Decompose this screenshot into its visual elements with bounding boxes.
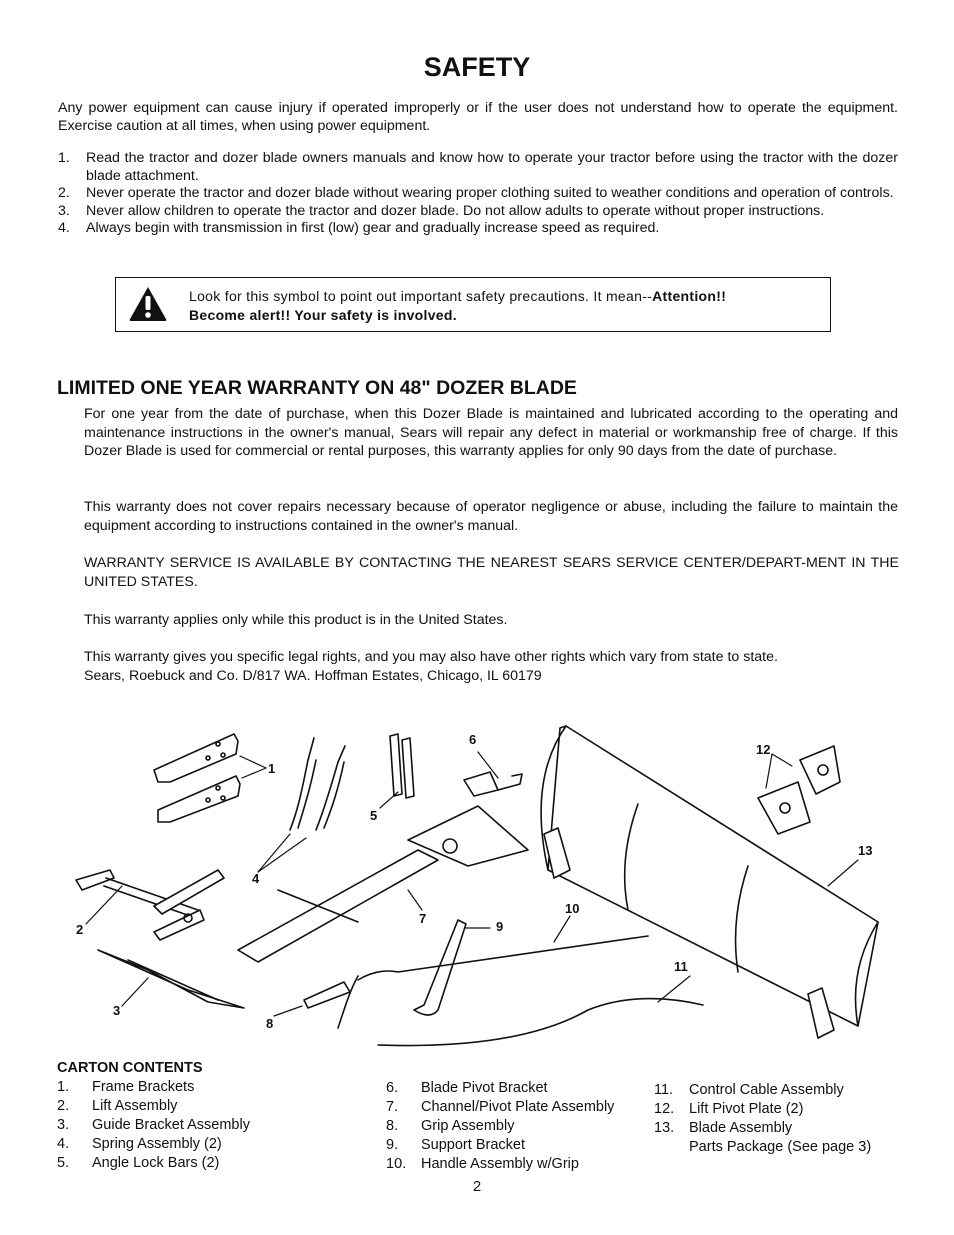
list-item: 8. Grip Assembly (386, 1118, 515, 1134)
page-title: SAFETY (423, 52, 531, 82)
warranty-heading: LIMITED ONE YEAR WARRANTY ON 48" DOZER BLADE (57, 377, 577, 399)
safety-alert-box (115, 277, 831, 332)
warranty-paragraph: For one year from the date of purchase, when this Dozer Blade is maintained and lubricated according to the operating and maintenance instructions in the owner's manual, Sears will repair any defect in material or workmanship free of charge. If this Dozer Blade is used for commercial or rental purposes, this warranty applies for only 90 days from the date of purchase. (84, 406, 898, 460)
callout-13: 13 (858, 843, 873, 858)
list-item: 3. Never allow children to operate the tractor and dozer blade. Do not allow adults to operate without proper instructions. (58, 202, 825, 219)
callout-7: 7 (419, 911, 427, 926)
page-number: 2 (472, 1178, 482, 1195)
warning-triangle-icon (128, 285, 168, 323)
callout-11: 11 (674, 959, 688, 974)
list-item: 1. Frame Brackets (57, 1079, 195, 1095)
list-item: 4. Spring Assembly (2) (57, 1136, 222, 1152)
guide-bracket-drawing (98, 950, 244, 1008)
list-item: 6. Blade Pivot Bracket (386, 1080, 548, 1096)
carton-contents-col3 (654, 1081, 871, 1157)
list-item: 3. Guide Bracket Assembly (57, 1117, 250, 1133)
callout-12: 12 (756, 742, 771, 757)
list-item: 1. Read the tractor and dozer blade owners manuals and know how to operate your tractor before using the tractor with the dozer blade attachment. (58, 150, 898, 184)
callout-2: 2 (76, 922, 84, 937)
warranty-paragraph: This warranty gives you specific legal rights, and you may also have other rights which vary from state to state. Sears, Roebuck and Co. D/817 WA. Hoffman Estates, Chicago, IL 60179 (84, 649, 778, 684)
angle-lock-bars-drawing (390, 734, 414, 798)
list-item: 13. Blade Assembly (654, 1120, 793, 1136)
support-bracket-drawing (414, 920, 466, 1015)
safety-intro: Any power equipment can cause injury if operated improperly or if the user does not understand how to operate the equipment. Exercise caution at all times, when using power equipment. (58, 100, 898, 134)
sears-address: Sears, Roebuck and Co. D/817 WA. Hoffman Estates, Chicago, IL 60179 (84, 667, 542, 684)
list-item: 9. Support Bracket (386, 1137, 525, 1153)
warranty-paragraph: This warranty does not cover repairs necessary because of operator negligence or abuse, including the failure to maintain the equipment according to instructions contained in the owner's manual. (84, 499, 898, 534)
list-item: 7. Channel/Pivot Plate Assembly (386, 1099, 615, 1115)
list-item: 2. Lift Assembly (57, 1098, 178, 1114)
callout-9: 9 (496, 919, 504, 934)
channel-pivot-plate-drawing (238, 806, 528, 962)
callout-8: 8 (266, 1016, 274, 1031)
callout-5: 5 (370, 808, 378, 823)
safety-rules-list (58, 150, 898, 238)
callout-6: 6 (469, 732, 477, 747)
list-item: 5. Angle Lock Bars (2) (57, 1155, 220, 1171)
warranty-service-paragraph: WARRANTY SERVICE IS AVAILABLE BY CONTACTING THE NEAREST SEARS SERVICE CENTER/DEPART-MENT IN THE UNITED STATES. (84, 555, 899, 590)
list-item: 12. Lift Pivot Plate (2) (654, 1101, 804, 1117)
parts-diagram (58, 710, 898, 1055)
lift-pivot-plates-drawing (758, 746, 840, 834)
callout-4: 4 (252, 871, 260, 886)
carton-contents-heading: CARTON CONTENTS (57, 1060, 203, 1076)
lift-assembly-drawing (76, 870, 224, 940)
list-item: 4. Always begin with transmission in first (low) gear and gradually increase speed as required. (58, 220, 660, 236)
list-item: 10. Handle Assembly w/Grip (386, 1156, 579, 1172)
list-item: 2. Never operate the tractor and dozer blade without wearing proper clothing suited to weather conditions and operation of controls. (58, 185, 894, 201)
handle-assembly-drawing (358, 936, 648, 980)
warranty-paragraph: This warranty applies only while this product is in the United States. (84, 612, 508, 628)
callout-10: 10 (565, 901, 580, 916)
list-item: 11. Control Cable Assembly (654, 1082, 844, 1098)
callout-3: 3 (113, 1003, 121, 1018)
callout-1: 1 (268, 761, 276, 776)
spring-assembly-drawing (290, 738, 345, 830)
carton-contents-col2 (386, 1079, 614, 1174)
safety-alert-text: Look for this symbol to point out important safety precautions. It mean--Attention!! Become alert!! Your safety is involved. (189, 288, 727, 323)
carton-contents-col1 (57, 1059, 250, 1173)
blade-pivot-bracket-drawing (464, 772, 522, 796)
frame-brackets-drawing (154, 734, 240, 822)
grip-assembly-drawing (304, 976, 358, 1028)
list-item: Parts Package (See page 3) (689, 1139, 872, 1155)
